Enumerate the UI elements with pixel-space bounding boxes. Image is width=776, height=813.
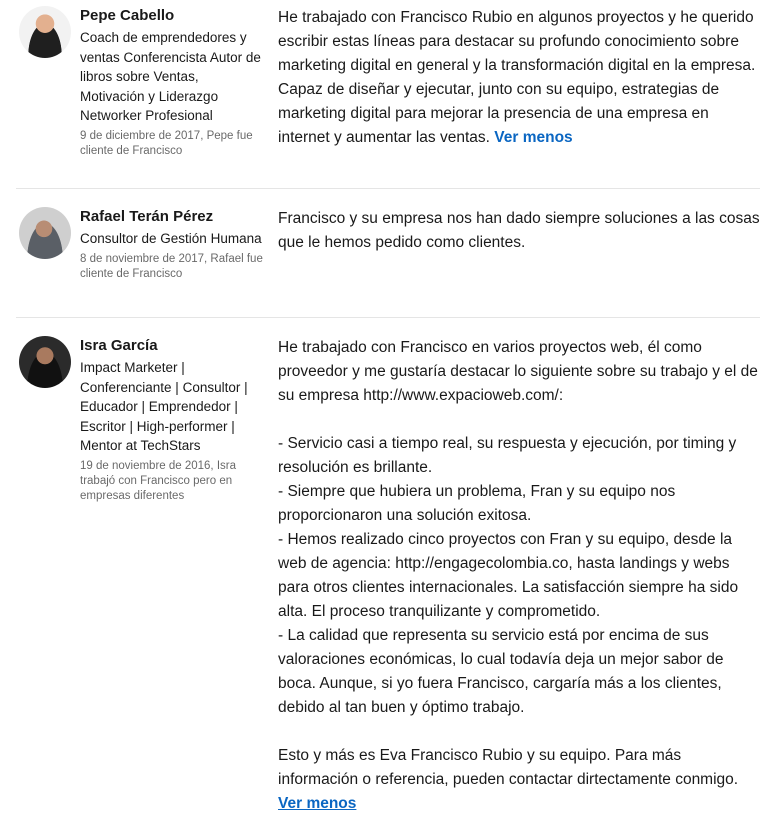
recommender-info	[16, 6, 278, 188]
recommendation-text: Francisco y su empresa nos han dado siempre soluciones a las cosas que le hemos pedido como clientes.	[278, 210, 760, 251]
recommendation-meta: 9 de diciembre de 2017, Pepe fue cliente de Francisco	[80, 129, 253, 157]
recommender-name[interactable]: Pepe Cabello	[80, 7, 175, 24]
recommender-name[interactable]: Rafael Terán Pérez	[80, 208, 214, 225]
person-avatar-icon[interactable]	[19, 207, 71, 259]
recommendation-text: He trabajado con Francisco Rubio en algunos proyectos y he querido escribir estas líneas para destacar su profundo conocimiento sobre marketing digital en general y la transformación digital en la empresa. Capaz de diseñar y ejecutar, junto con su equipo, estrategias de marketing digital para mejorar la presencia de una empresa en internet y aumentar las ventas. Ver menos	[278, 9, 756, 146]
recommender-info	[16, 207, 278, 317]
recommender-headline: Consultor de Gestión Humana	[80, 231, 262, 246]
recommendation-meta: 8 de noviembre de 2017, Rafael fue cliente de Francisco	[80, 252, 263, 280]
recommendation-item	[16, 189, 760, 318]
person-avatar-icon[interactable]	[19, 6, 71, 58]
recommender-name[interactable]: Isra García	[80, 337, 158, 354]
recommendation-item	[16, 0, 760, 189]
recommendation-meta: 19 de noviembre de 2016, Isra trabajó con Francisco pero en empresas diferentes	[80, 459, 236, 502]
recommender-info	[16, 336, 278, 813]
person-avatar-icon[interactable]	[19, 336, 71, 388]
recommender-headline: Coach de emprendedores y ventas Conferencista Autor de libros sobre Ventas, Motivación y Liderazgo Networker Profesional	[80, 30, 261, 123]
ver-menos-link[interactable]: Ver menos	[494, 129, 573, 146]
recommender-headline: Impact Marketer | Conferenciante | Consultor | Educador | Emprendedor | Escritor | High-performer | Mentor at TechStars	[80, 360, 248, 453]
recommendation-item	[16, 318, 760, 813]
recommendation-text: He trabajado con Francisco en varios proyectos web, él como proveedor y me gustaría destacar lo siguiente sobre su trabajo y el de su empresa http://www.expacioweb.com/: - Servicio casi a tiempo real, su respuesta y ejecución, por timing y resolución es brillante. - Siempre que hubiera un problema, Fran y su equipo nos proporcionaron una solución exitosa. - Hemos realizado cinco proyectos con Fran y su equipo, desde la web de agencia: http://engagecolombia.co, hasta landings y webs para otros clientes internacionales. La satisfacción siempre ha sido alta. El proceso tranquilizante y comprometido. - La calidad que representa su servicio está por encima de sus valoraciones económicas, lo cual todavía deja un mejor sabor de boca. Aunque, si yo fuera Francisco, cargaría más a los clientes, debido al tan buen y óptimo trabajo. Esto y más es Eva Francisco Rubio y su equipo. Para más información o referencia, pueden contactar dirtectamente conmigo. Ver menos	[278, 339, 758, 812]
ver-menos-link[interactable]: Ver menos	[278, 795, 357, 812]
